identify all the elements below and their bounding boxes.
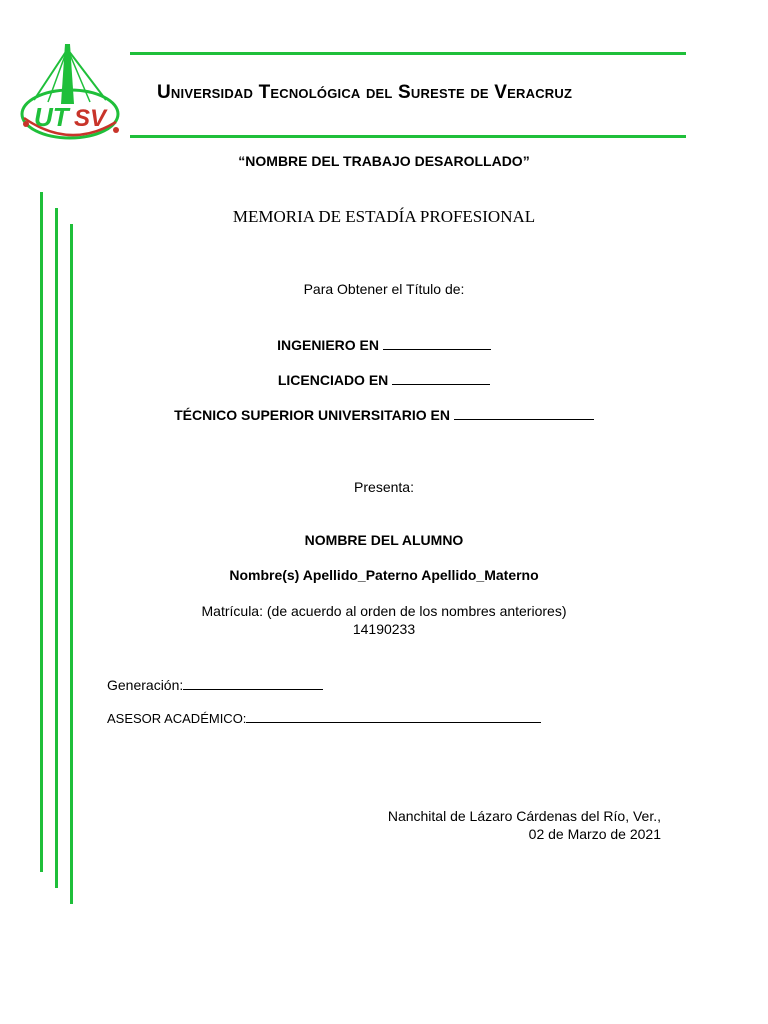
degree-option-label: INGENIERO EN bbox=[277, 337, 379, 353]
degree-blank-line bbox=[392, 370, 490, 385]
asesor-blank-line bbox=[246, 708, 541, 723]
svg-text:UT: UT bbox=[34, 102, 69, 132]
degree-option-licenciado bbox=[0, 370, 768, 388]
matricula-value: 14190233 bbox=[352, 621, 416, 637]
student-full-name: Nombre(s) Apellido_Paterno Apellido_Materno bbox=[229, 567, 539, 583]
side-rule-2 bbox=[55, 208, 58, 888]
matricula-label: Matrícula: (de acuerdo al orden de los nombres anteriores) bbox=[201, 603, 567, 619]
generacion-label: Generación: bbox=[107, 677, 184, 693]
university-name: Universidad Tecnológica del Sureste de Veracruz bbox=[157, 82, 573, 103]
degree-intro: Para Obtener el Título de: bbox=[303, 281, 465, 297]
logo-emblem-icon bbox=[18, 42, 122, 146]
header-top-rule bbox=[130, 52, 686, 55]
header-bottom-rule bbox=[130, 135, 686, 138]
presenta-label: Presenta: bbox=[354, 479, 414, 495]
degree-blank-line bbox=[383, 335, 491, 350]
degree-option-ingeniero bbox=[0, 335, 768, 353]
utsv-logo bbox=[18, 42, 122, 146]
place-date-block bbox=[300, 807, 661, 843]
side-rule-3 bbox=[70, 224, 73, 904]
asesor-field bbox=[107, 708, 541, 726]
date-text: 02 de Marzo de 2021 bbox=[528, 826, 661, 842]
degree-option-tecnico bbox=[0, 405, 768, 423]
place-text: Nanchital de Lázaro Cárdenas del Río, Ver., bbox=[387, 808, 661, 824]
student-heading: NOMBRE DEL ALUMNO bbox=[304, 532, 464, 548]
degree-blank-line bbox=[454, 405, 594, 420]
generacion-field bbox=[107, 675, 323, 693]
degree-option-label: LICENCIADO EN bbox=[277, 372, 389, 388]
work-title: “NOMBRE DEL TRABAJO DESAROLLADO” bbox=[238, 153, 530, 169]
document-type: MEMORIA DE ESTADÍA PROFESIONAL bbox=[232, 207, 536, 226]
svg-text:SV: SV bbox=[74, 105, 107, 132]
degree-option-label: TÉCNICO SUPERIOR UNIVERSITARIO EN bbox=[174, 407, 450, 423]
generacion-blank-line bbox=[183, 675, 323, 690]
asesor-label: ASESOR ACADÉMICO: bbox=[107, 711, 247, 726]
